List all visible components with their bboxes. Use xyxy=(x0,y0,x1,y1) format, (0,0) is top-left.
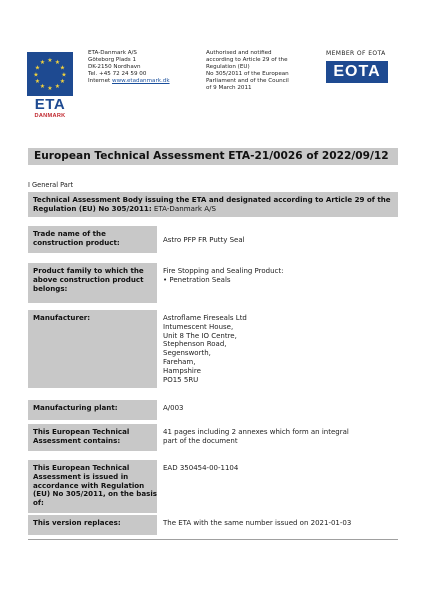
row-value-line: EAD 350454-00-1104 xyxy=(163,464,239,472)
eota-logo: EOTA xyxy=(326,61,388,83)
svg-text:★: ★ xyxy=(34,78,41,85)
authorisation-line: Parliament and of the Council xyxy=(206,78,289,84)
row-label-manufacturing-plant xyxy=(28,400,157,420)
eu-stars-icon xyxy=(27,52,73,96)
row-label-basis xyxy=(28,460,157,513)
row-value-line: Fareham, xyxy=(163,357,196,366)
document-title: European Technical Assessment ETA-21/0026 of 2022/09/12 xyxy=(34,150,389,162)
row-value-basis xyxy=(163,464,398,473)
row-label-text: This version replaces: xyxy=(33,518,121,527)
row-label-text: Manufacturer: xyxy=(33,313,91,322)
address-block xyxy=(88,50,170,85)
svg-text:★: ★ xyxy=(34,64,41,72)
authorisation-line: of 9 March 2011 xyxy=(206,85,252,91)
row-value-line: Intumescent House, xyxy=(163,322,234,331)
row-label-text: This European Technical Assessment contains: xyxy=(33,427,130,445)
row-label-manufacturer xyxy=(28,310,157,388)
row-label-product-family xyxy=(28,263,157,303)
table-header-plain: ETA-Danmark A/S xyxy=(151,204,217,213)
svg-text:★: ★ xyxy=(54,59,61,66)
row-value-product-family xyxy=(163,267,398,285)
svg-text:★: ★ xyxy=(39,83,46,90)
table-bottom-divider xyxy=(28,539,398,540)
internet-line xyxy=(88,78,170,85)
row-label-text: Trade name of the construction product: xyxy=(33,229,120,247)
row-label-text: Product family to which the above construction product belongs: xyxy=(33,266,144,293)
authorisation-block xyxy=(206,50,289,92)
table-header-text xyxy=(28,192,398,213)
row-value-line: PO15 5RU xyxy=(163,375,199,384)
svg-text:★: ★ xyxy=(59,78,66,85)
row-label-text: Manufacturing plant: xyxy=(33,403,118,412)
svg-text:★: ★ xyxy=(59,64,66,72)
authorisation-line: according to Article 29 of the xyxy=(206,57,288,63)
row-value-line: • Penetration Seals xyxy=(163,275,231,284)
row-value-line: Stephenson Road, xyxy=(163,340,227,349)
authorisation-line: Authorised and notified xyxy=(206,50,272,56)
authorisation-line: No 305/2011 of the European xyxy=(206,71,289,77)
logo-word: ETA xyxy=(34,96,66,113)
row-value-line: Astro PFP FR Putty Seal xyxy=(163,236,245,244)
logo-subtitle: DANMARK xyxy=(34,113,66,119)
eta-logo xyxy=(27,52,73,96)
svg-text:★: ★ xyxy=(47,85,53,92)
section-heading: I General Part xyxy=(28,181,74,189)
row-value-line: Fire Stopping and Sealing Product: xyxy=(163,267,284,275)
svg-text:★: ★ xyxy=(47,57,53,64)
website-link[interactable]: www.etadanmark.dk xyxy=(112,78,170,84)
row-value-trade-name xyxy=(163,236,398,245)
row-label-contains xyxy=(28,424,157,451)
svg-text:★: ★ xyxy=(61,71,67,79)
address-line: Göteborg Plads 1 xyxy=(88,57,137,63)
row-value-line: 41 pages including 2 annexes which form an integral xyxy=(163,428,349,436)
row-value-line: part of the document xyxy=(163,436,238,445)
svg-text:★: ★ xyxy=(54,83,61,90)
authorisation-line: Regulation (EU) xyxy=(206,64,250,70)
row-label-text: This European Technical Assessment is issued in accordance with Regulation (EU) No 305/2011, on the basis of: xyxy=(33,463,158,508)
row-value-replaces xyxy=(163,519,398,528)
address-line: Tel. +45 72 24 59 00 xyxy=(88,71,147,77)
row-value-line: Hampshire xyxy=(163,366,201,375)
row-value-line: Astroflame Fireseals Ltd xyxy=(163,314,247,322)
internet-label: Internet xyxy=(88,78,111,84)
title-bar xyxy=(28,148,398,165)
table-header-bold: Technical Assessment Body issuing the ETA and designated according to Article 29 of the Regulation (EU) No 305/2011: xyxy=(33,195,391,213)
address-line: ETA-Danmark A/S xyxy=(88,50,137,56)
member-label: MEMBER OF EOTA xyxy=(326,50,386,57)
row-value-manufacturing-plant xyxy=(163,404,398,413)
row-value-manufacturer xyxy=(163,314,398,384)
table-header xyxy=(28,192,398,217)
row-value-line: Unit 8 The IO Centre, xyxy=(163,331,237,340)
address-line: DK-2150 Nordhavn xyxy=(88,64,141,70)
row-label-replaces xyxy=(28,515,157,535)
row-value-contains xyxy=(163,428,398,446)
svg-text:★: ★ xyxy=(33,71,39,79)
row-value-line: The ETA with the same number issued on 2021-01-03 xyxy=(163,519,352,527)
svg-text:★: ★ xyxy=(39,59,46,66)
row-label-trade-name xyxy=(28,226,157,253)
row-value-line: Segensworth, xyxy=(163,349,211,358)
row-value-line: A/003 xyxy=(163,404,184,412)
